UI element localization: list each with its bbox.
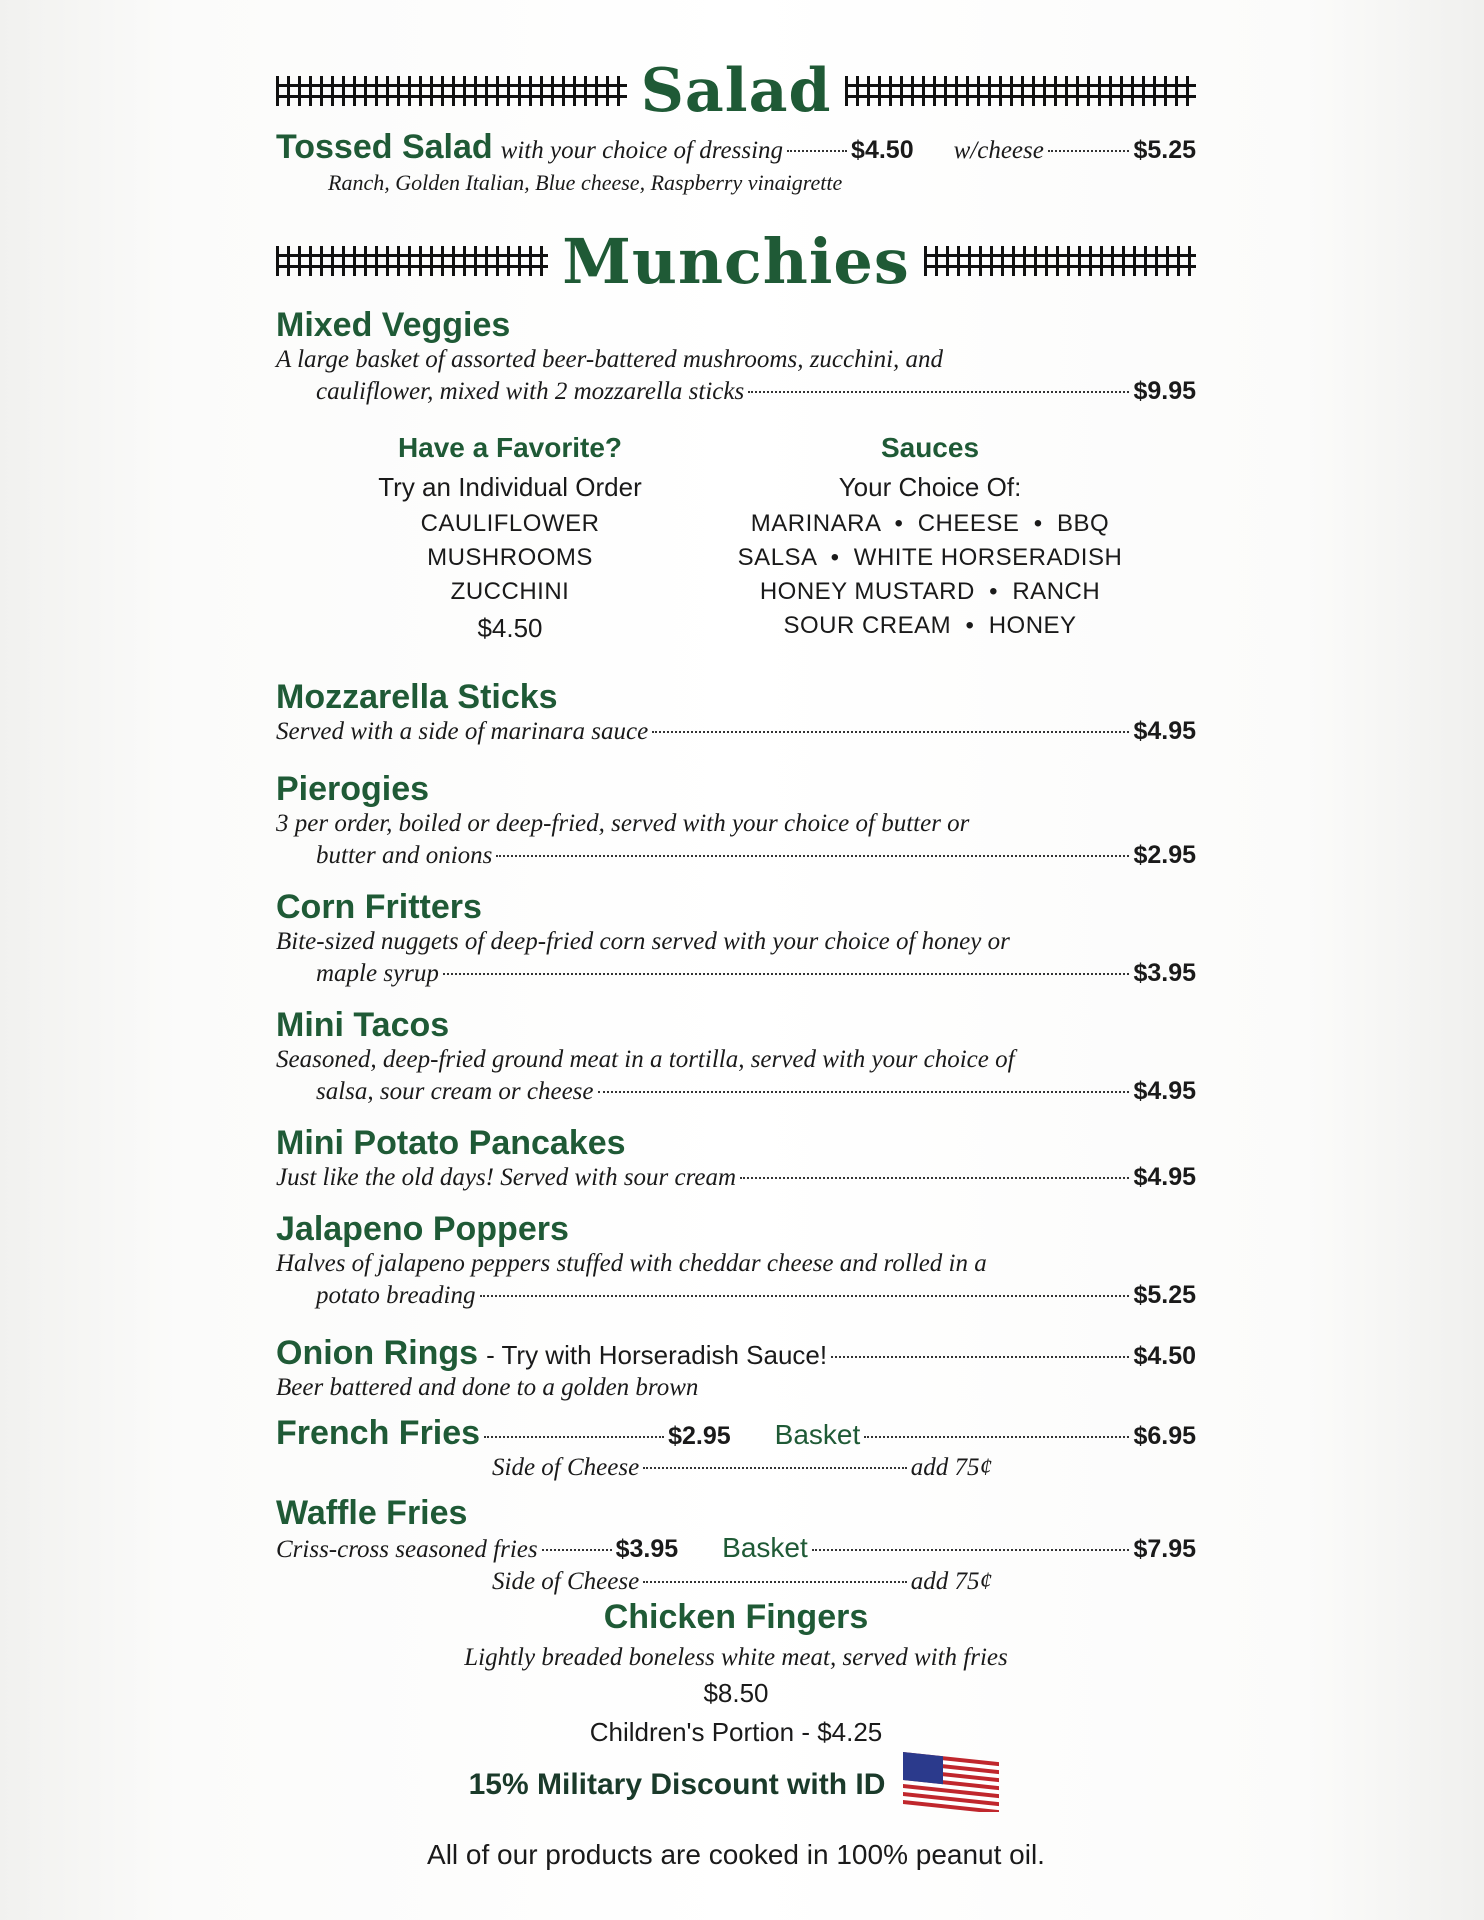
mixed-veggies: [276, 306, 1196, 408]
pierogies-desc-1: 3 per order, boiled or deep-fried, served with your choice of butter or: [276, 810, 970, 837]
french-side-price: add 75¢: [910, 1454, 992, 1481]
sauces-box: [720, 432, 1140, 643]
tossed-salad-desc: with your choice of dressing: [500, 137, 784, 164]
jalapeno-poppers: [276, 1210, 1196, 1312]
waffle-name: Waffle Fries: [276, 1494, 468, 1532]
waffle-basket-price: $7.95: [1133, 1535, 1196, 1563]
pierogies-desc-2: butter and onions: [316, 842, 493, 869]
sauces-sub: Your Choice Of:: [838, 472, 1022, 502]
tossed-salad-name: Tossed Salad: [276, 128, 493, 166]
corn-fritters: [276, 888, 1196, 990]
favorite-item: ZUCCHINI: [450, 578, 570, 605]
jalapeno-price: $5.25: [1133, 1281, 1196, 1309]
mixed-veggies-desc-1: A large basket of assorted beer-battered mushrooms, zucchini, and: [276, 346, 944, 373]
chicken-name: Chicken Fingers: [603, 1598, 869, 1636]
corn-desc-1: Bite-sized nuggets of deep-fried corn served with your choice of honey or: [276, 928, 1010, 955]
potato-name: Mini Potato Pancakes: [276, 1124, 626, 1162]
military-discount: 15% Military Discount with ID: [468, 1767, 886, 1801]
waffle-side-price: add 75¢: [910, 1568, 992, 1595]
tossed-salad-price: $4.50: [851, 136, 914, 164]
chicken-price: $8.50: [703, 1678, 769, 1708]
french-basket-price: $6.95: [1133, 1422, 1196, 1450]
french-fries: [276, 1414, 1196, 1484]
tacos-desc-2: salsa, sour cream or cheese: [316, 1078, 594, 1105]
sauce-line: HONEY MUSTARD • RANCH: [759, 578, 1101, 605]
pierogies: [276, 770, 1196, 872]
salad-heading: Salad: [640, 56, 832, 126]
onion-rings: [276, 1334, 1196, 1404]
peanut-oil-note: All of our products are cooked in 100% peanut oil.: [427, 1839, 1045, 1870]
us-flag-icon: [903, 1752, 1003, 1817]
chicken-desc: Lightly breaded boneless white meat, served with fries: [464, 1644, 1008, 1671]
tacos-name: Mini Tacos: [276, 1006, 450, 1044]
tacos-desc-1: Seasoned, deep-fried ground meat in a tortilla, served with your choice of: [276, 1046, 1015, 1073]
corn-desc-2: maple syrup: [316, 960, 439, 987]
potato-price: $4.95: [1133, 1163, 1196, 1191]
waffle-price: $3.95: [615, 1535, 679, 1563]
with-cheese-price: $5.25: [1133, 136, 1196, 164]
potato-desc: Just like the old days! Served with sour cream: [276, 1164, 737, 1191]
sauces-heading: Sauces: [880, 432, 980, 463]
favorite-sub: Try an Individual Order: [378, 472, 642, 502]
waffle-basket-label: Basket: [722, 1532, 808, 1563]
french-price: $2.95: [668, 1422, 731, 1450]
mini-tacos: [276, 1006, 1196, 1108]
french-basket-label: Basket: [774, 1419, 861, 1450]
footer: [276, 1752, 1196, 1871]
chicken-fingers: [276, 1598, 1196, 1748]
mixed-veggies-price: $9.95: [1133, 377, 1196, 405]
pierogies-price: $2.95: [1133, 841, 1196, 869]
children-portion: Children's Portion - $4.25: [589, 1717, 883, 1747]
jalapeno-name: Jalapeno Poppers: [276, 1210, 569, 1248]
with-cheese-label: w/cheese: [953, 137, 1044, 164]
onion-price: $4.50: [1133, 1342, 1196, 1370]
sauce-line: MARINARA • CHEESE • BBQ: [750, 510, 1110, 537]
corn-price: $3.95: [1133, 959, 1196, 987]
waffle-side-label: Side of Cheese: [492, 1568, 640, 1595]
fence-left: [276, 76, 627, 106]
sauce-line: SOUR CREAM • HONEY: [783, 612, 1077, 639]
mixed-veggies-desc-2: cauliflower, mixed with 2 mozzarella sticks: [316, 378, 745, 405]
french-name: French Fries: [276, 1414, 481, 1452]
mozz-price: $4.95: [1133, 717, 1196, 745]
favorite-heading: Have a Favorite?: [397, 432, 623, 463]
tossed-salad: [276, 128, 1196, 199]
tacos-price: $4.95: [1133, 1077, 1196, 1105]
fence-right: [924, 246, 1196, 276]
french-side-label: Side of Cheese: [492, 1454, 640, 1481]
favorite-box: [330, 432, 690, 644]
fence-right: [845, 76, 1196, 106]
waffle-fries: [276, 1494, 1196, 1598]
favorite-item: MUSHROOMS: [427, 544, 593, 571]
jalapeno-desc-1: Halves of jalapeno peppers stuffed with cheddar cheese and rolled in a: [276, 1250, 987, 1277]
corn-name: Corn Fritters: [276, 888, 482, 926]
sauce-line: SALSA • WHITE HORSERADISH: [737, 544, 1123, 571]
dressing-list: Ranch, Golden Italian, Blue cheese, Raspberry vinaigrette: [328, 170, 843, 195]
mozz-name: Mozzarella Sticks: [276, 678, 558, 716]
mozzarella-sticks: [276, 678, 1196, 748]
mozz-desc: Served with a side of marinara sauce: [276, 718, 649, 745]
onion-note: - Try with Horseradish Sauce!: [486, 1340, 828, 1370]
onion-name: Onion Rings: [276, 1334, 479, 1372]
favorite-price: $4.50: [477, 613, 543, 643]
waffle-desc: Criss-cross seasoned fries: [276, 1536, 538, 1563]
munchies-banner: [276, 216, 1196, 306]
favorite-item: CAULIFLOWER: [420, 510, 600, 537]
mini-potato-pancakes: [276, 1124, 1196, 1194]
mixed-veggies-name: Mixed Veggies: [276, 306, 511, 344]
fence-left: [276, 246, 548, 276]
salad-banner: [276, 46, 1196, 136]
munchies-heading: Munchies: [562, 224, 910, 298]
jalapeno-desc-2: potato breading: [316, 1282, 476, 1309]
pierogies-name: Pierogies: [276, 770, 430, 808]
onion-desc: Beer battered and done to a golden brown: [276, 1374, 699, 1401]
